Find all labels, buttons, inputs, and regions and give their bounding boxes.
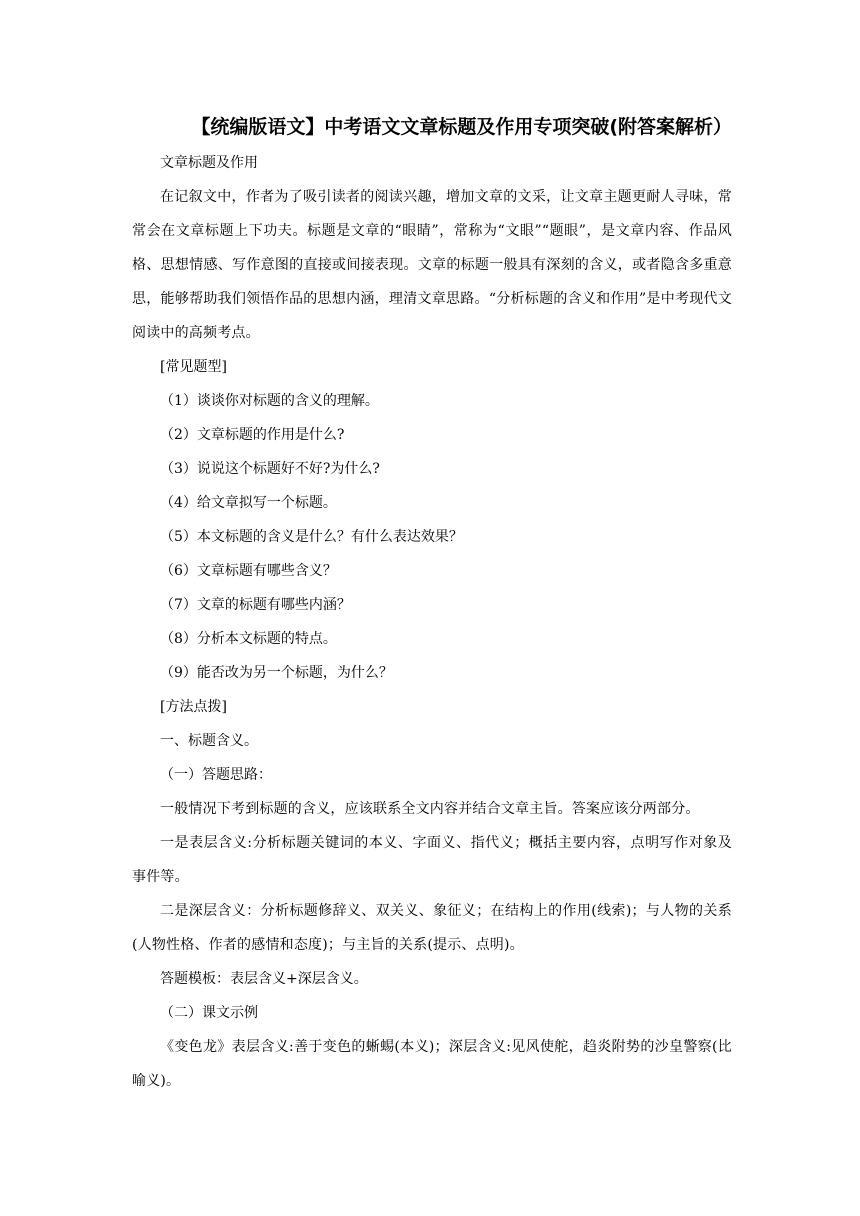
question-type-item: （2）文章标题的作用是什么?	[160, 427, 345, 443]
method-tips-heading: [方法点拨]	[160, 699, 227, 715]
question-type-item: （8）分析本文标题的特点。	[160, 631, 337, 647]
body-paragraph: 一般情况下考到标题的含义，应该联系全文内容并结合文章主旨。答案应该分两部分。	[160, 801, 700, 817]
document-title: 【统编版语文】中考语文文章标题及作用专项突破(附答案解析）	[191, 116, 732, 138]
body-paragraph: 《变色龙》表层含义:善于变色的蜥蜴(本义)；深层含义:见风使舵，趋炎附势的沙皇警察(比喻义)。	[132, 1039, 732, 1089]
question-type-item: （4）给文章拟写一个标题。	[160, 495, 337, 511]
body-paragraph: 二是深层含义：分析标题修辞义、双关义、象征义；在结构上的作用(线索)；与人物的关系(人物性格、作者的感情和态度)；与主旨的关系(提示、点明)。	[132, 903, 732, 953]
subsection-heading: （二）课文示例	[160, 1005, 258, 1021]
question-type-item: （1）谈谈你对标题的含义的理解。	[160, 393, 379, 409]
intro-paragraph: 在记叙文中，作者为了吸引读者的阅读兴趣，增加文章的文采，让文章主题更耐人寻味，常常会在文章标题上下功夫。标题是文章的“眼睛”，常称为“文眼”“题眼”，是文章内容、作品风格、思想情感、写作意图的直接或间接表现。文章的标题一般具有深刻的含义，或者隐含多重意思，能够帮助我们领悟作品的思想内涵，理清文章思路。“分析标题的含义和作用”是中考现代文阅读中的高频考点。	[132, 189, 732, 341]
question-type-item: （5）本文标题的含义是什么？有什么表达效果？	[160, 529, 463, 545]
question-type-item: （7）文章的标题有哪些内涵？	[160, 597, 351, 613]
body-paragraph: 一是表层含义:分析标题关键词的本义、字面义、指代义；概括主要内容，点明写作对象及事件等。	[132, 835, 732, 885]
body-paragraph: 答题模板：表层含义+深层含义。	[160, 971, 368, 987]
document-body	[132, 146, 732, 1098]
common-question-types-heading: [常见题型]	[160, 359, 227, 375]
subsection-heading: 一、标题含义。	[160, 733, 258, 749]
section-heading: 文章标题及作用	[160, 155, 258, 171]
question-type-item: （9）能否改为另一个标题，为什么？	[160, 665, 393, 681]
question-type-item: （6）文章标题有哪些含义？	[160, 563, 337, 579]
subsection-heading: （一）答题思路：	[160, 767, 272, 783]
question-type-item: （3）说说这个标题好不好?为什么?	[160, 461, 380, 477]
